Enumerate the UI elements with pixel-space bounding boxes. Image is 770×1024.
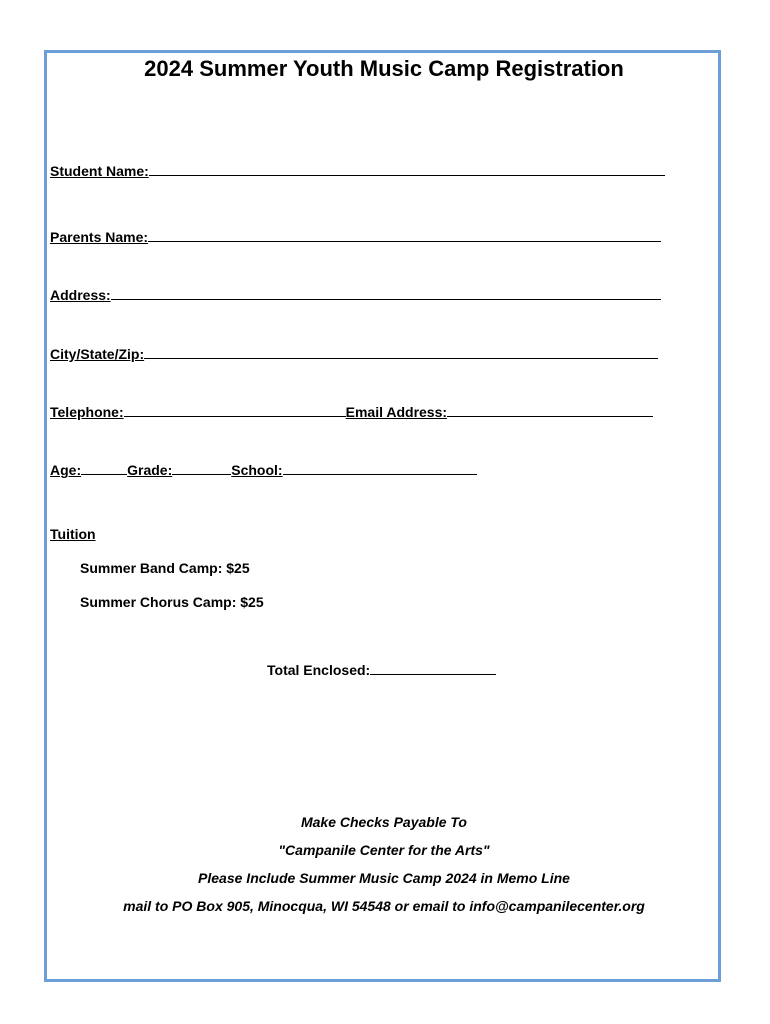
grade-label: Grade: xyxy=(127,462,173,478)
footer-payee: "Campanile Center for the Arts" xyxy=(278,842,490,858)
telephone-label: Telephone: xyxy=(50,404,124,420)
tuition-item-chorus: Summer Chorus Camp: $25 xyxy=(80,594,264,610)
tuition-heading: Tuition xyxy=(50,526,96,542)
address-field[interactable] xyxy=(50,285,661,303)
city-state-zip-label: City/State/Zip: xyxy=(50,346,145,362)
school-blank[interactable] xyxy=(283,460,477,475)
student-name-blank[interactable] xyxy=(149,161,665,176)
footer-mail-email: mail to PO Box 905, Minocqua, WI 54548 or email to info@campanilecenter.org xyxy=(123,898,645,914)
tuition-item-band: Summer Band Camp: $25 xyxy=(80,560,250,576)
age-blank[interactable] xyxy=(81,460,127,475)
footer-memo-line: Please Include Summer Music Camp 2024 in Memo Line xyxy=(198,870,570,886)
footer-checks-payable: Make Checks Payable To xyxy=(300,814,467,830)
grade-blank[interactable] xyxy=(172,460,231,475)
school-label: School: xyxy=(231,462,283,478)
parents-name-label: Parents Name: xyxy=(50,229,149,245)
email-address-blank[interactable] xyxy=(447,402,653,417)
age-label: Age: xyxy=(50,462,82,478)
parents-name-field[interactable] xyxy=(50,227,661,245)
total-enclosed-blank[interactable] xyxy=(370,660,496,675)
student-name-label: Student Name: xyxy=(50,163,149,179)
email-address-label: Email Address: xyxy=(345,404,448,420)
total-enclosed-label: Total Enclosed: xyxy=(267,662,371,678)
telephone-field[interactable] xyxy=(50,402,653,420)
form-title: 2024 Summer Youth Music Camp Registration xyxy=(144,56,624,81)
student-name-field[interactable] xyxy=(50,161,665,179)
age-grade-school-field[interactable] xyxy=(50,460,477,478)
city-state-zip-field[interactable] xyxy=(50,344,658,362)
telephone-blank[interactable] xyxy=(124,402,346,417)
address-label: Address: xyxy=(50,287,111,303)
address-blank[interactable] xyxy=(111,285,661,300)
city-state-zip-blank[interactable] xyxy=(144,344,658,359)
parents-name-blank[interactable] xyxy=(148,227,661,242)
total-enclosed-field[interactable] xyxy=(267,660,496,678)
